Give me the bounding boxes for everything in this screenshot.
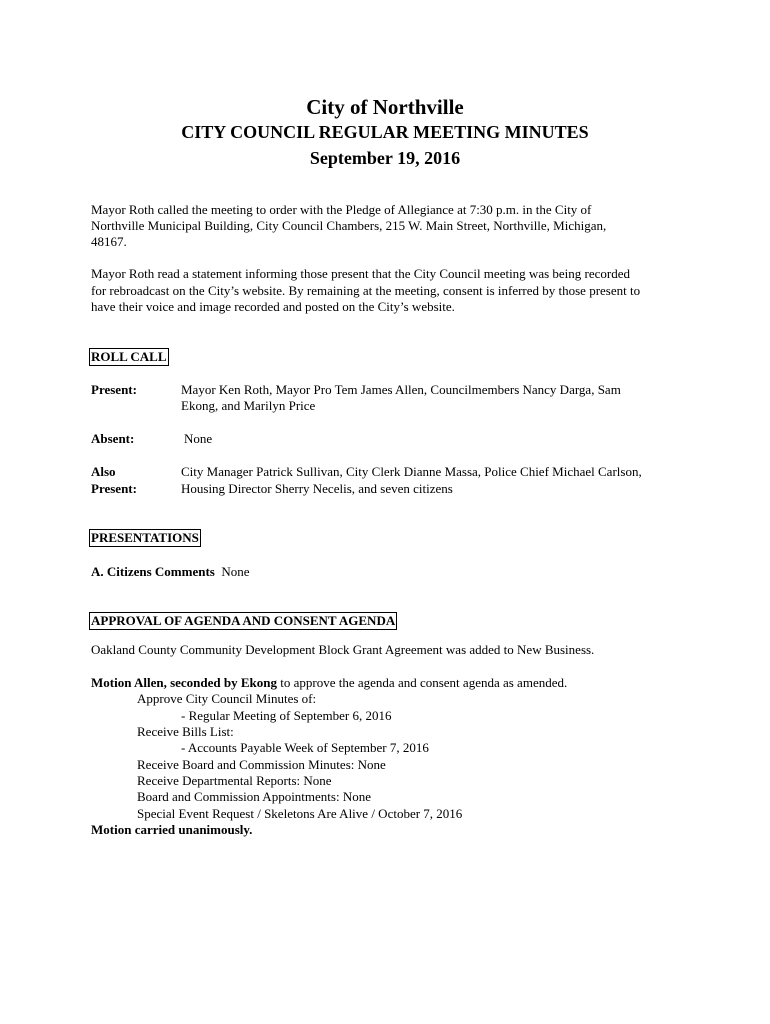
intro-p1-line-1: Mayor Roth called the meeting to order with the Pledge of Allegiance at 7:30 p.m. in the City of	[91, 202, 592, 217]
motion-mover: Motion Allen, seconded by Ekong	[91, 675, 278, 690]
city-title: City of Northville	[306, 95, 464, 119]
also-present-line-1: City Manager Patrick Sullivan, City Clerk Dianne Massa, Police Chief Michael Carlson,	[181, 464, 642, 479]
motion-text: to approve the agenda and consent agenda as amended.	[277, 675, 568, 690]
consent-item: Approve City Council Minutes of:	[137, 691, 317, 706]
absent-label: Absent:	[91, 431, 135, 446]
also-present-line-2: Housing Director Sherry Necelis, and seven citizens	[181, 481, 453, 496]
consent-item: Receive Bills List:	[137, 724, 234, 739]
agenda-heading: APPROVAL OF AGENDA AND CONSENT AGENDA	[91, 613, 396, 628]
present-label: Present:	[91, 382, 137, 397]
citizens-comments-value: None	[221, 564, 250, 579]
present-line-2: Ekong, and Marilyn Price	[181, 398, 316, 413]
document-title: CITY COUNCIL REGULAR MEETING MINUTES	[181, 122, 589, 142]
consent-subitem: - Accounts Payable Week of September 7, 2016	[181, 740, 429, 755]
consent-item: Receive Board and Commission Minutes: None	[137, 757, 386, 772]
absent-value: None	[184, 431, 213, 446]
consent-item: Board and Commission Appointments: None	[137, 789, 371, 804]
intro-p1-line-3: 48167.	[91, 234, 127, 249]
intro-p2-line-2: for rebroadcast on the City’s website. By remaining at the meeting, consent is inferred by those present to	[91, 283, 641, 298]
motion-result: Motion carried unanimously.	[91, 822, 253, 837]
also-label-1: Also	[91, 464, 116, 479]
presentations-heading: PRESENTATIONS	[91, 530, 199, 545]
agenda-added-note: Oakland County Community Development Block Grant Agreement was added to New Business.	[91, 642, 595, 657]
intro-p1-line-2: Northville Municipal Building, City Council Chambers, 215 W. Main Street, Northville, Michigan,	[91, 218, 607, 233]
consent-subitem: - Regular Meeting of September 6, 2016	[181, 708, 392, 723]
consent-item: Special Event Request / Skeletons Are Alive / October 7, 2016	[137, 806, 463, 821]
roll-call-heading: ROLL CALL	[91, 349, 167, 364]
intro-p2-line-3: have their voice and image recorded and posted on the City’s website.	[91, 299, 455, 314]
also-label-2: Present:	[91, 481, 137, 496]
consent-item: Receive Departmental Reports: None	[137, 773, 332, 788]
present-line-1: Mayor Ken Roth, Mayor Pro Tem James Allen, Councilmembers Nancy Darga, Sam	[181, 382, 621, 397]
intro-p2-line-1: Mayor Roth read a statement informing those present that the City Council meeting was being recorded	[91, 266, 630, 281]
citizens-comments	[91, 564, 250, 580]
citizens-comments-label: A. Citizens Comments	[91, 564, 215, 579]
meeting-date: September 19, 2016	[309, 148, 461, 168]
motion-line	[91, 675, 567, 691]
